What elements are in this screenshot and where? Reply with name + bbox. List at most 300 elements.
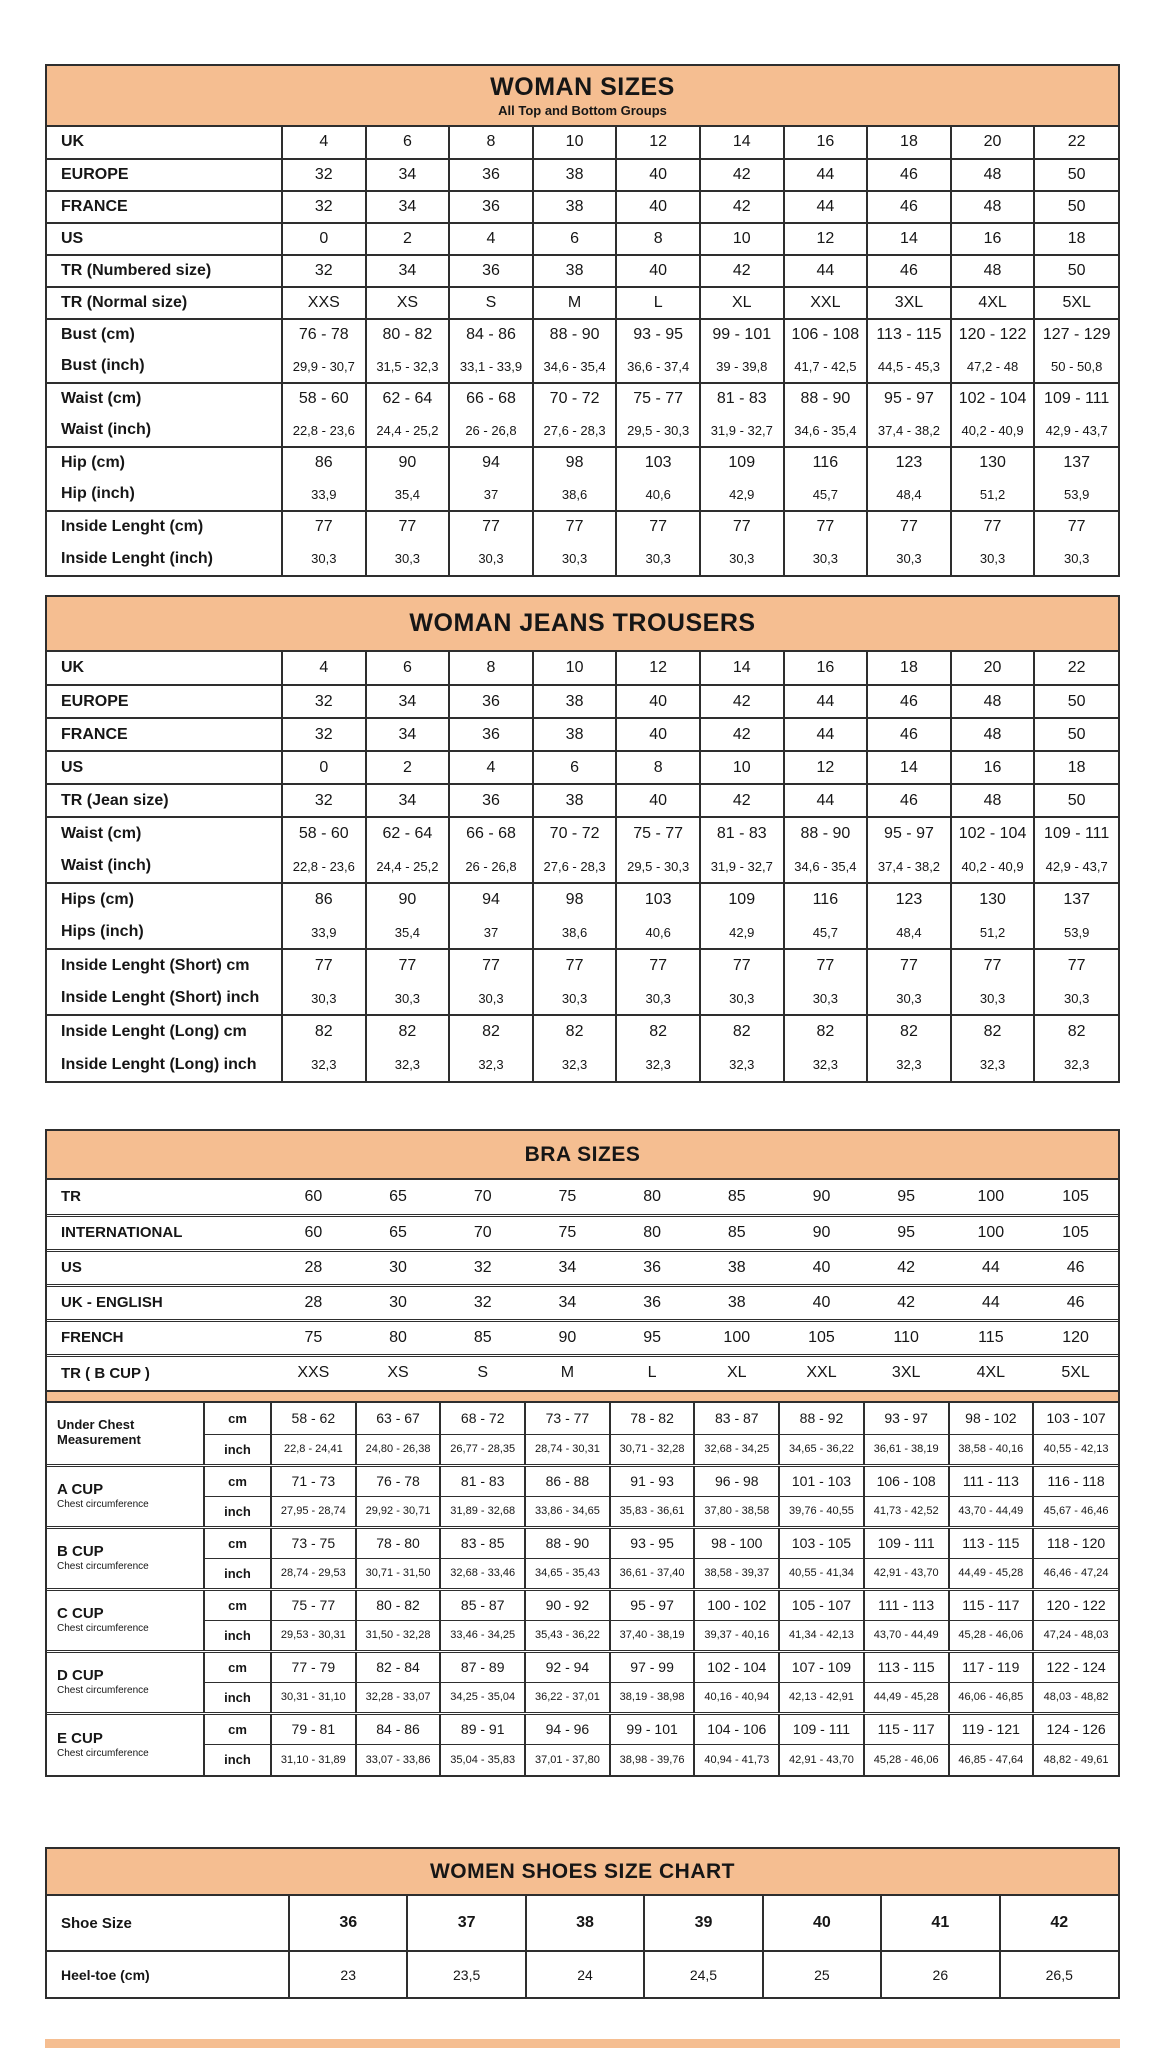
bra-conversion-value-cell: 105 <box>1033 1215 1118 1250</box>
bra-cup-value-cell: 33,86 - 34,65 <box>525 1496 610 1527</box>
bra-cup-value-cell: 26,77 - 28,35 <box>440 1434 525 1465</box>
bra-conversion-value-cell: 38 <box>694 1250 779 1285</box>
bra-conversion-value-cell: 95 <box>897 1187 916 1205</box>
woman-sizes-value-cell: 58 - 60 <box>282 383 366 415</box>
bra-cup-unit-label: cm <box>204 1589 271 1620</box>
woman-sizes-value-cell: 77 <box>1034 511 1118 543</box>
bra-cup-value-cell: 22,8 - 24,41 <box>271 1434 356 1465</box>
woman-sizes-value-cell: 123 <box>867 447 951 479</box>
bra-cup-value-cell: 41,34 - 42,13 <box>779 1620 864 1651</box>
woman-sizes-subtitle: All Top and Bottom Groups <box>498 102 667 118</box>
woman-sizes-row <box>47 255 1118 287</box>
bra-cup-value-cell: 104 - 106 <box>694 1713 779 1744</box>
bra-cup-value-cell: 124 - 126 <box>1033 1713 1118 1744</box>
bra-cup-value-cell: 109 - 111 <box>864 1527 949 1558</box>
woman-sizes-value-cell: 30,3 <box>449 543 533 575</box>
woman-sizes-value-cell: 116 <box>784 447 868 479</box>
shoes-value-cell: 24 <box>526 1951 644 1997</box>
woman-sizes-value-cell: 93 - 95 <box>616 319 700 351</box>
woman-sizes-value-cell: 44 <box>784 191 868 223</box>
jeans-value-cell: 34 <box>366 685 450 718</box>
bra-conversion-value-cell: 80 <box>610 1215 695 1250</box>
jeans-value-cell: 123 <box>867 883 951 916</box>
jeans-value-cell: 82 <box>867 1015 951 1048</box>
bra-cup-value-cell: 45,28 - 46,06 <box>864 1744 949 1775</box>
jeans-row-label: Inside Lenght (Short) cm <box>47 949 282 982</box>
jeans-value-cell: 30,3 <box>366 982 450 1015</box>
bra-cup-value-cell: 40,55 - 41,34 <box>779 1558 864 1589</box>
bra-cup-value-cell: 89 - 91 <box>440 1713 525 1744</box>
bra-cup-value-cell: 36,22 - 37,01 <box>525 1682 610 1713</box>
jeans-value-cell: 109 - 111 <box>1034 817 1118 850</box>
jeans-value-cell: 81 - 83 <box>700 817 784 850</box>
woman-sizes-row <box>47 223 1118 255</box>
bra-conversion-row <box>47 1215 1118 1250</box>
jeans-row <box>47 1015 1118 1048</box>
jeans-value-cell: 77 <box>951 949 1035 982</box>
jeans-value-cell: 50 <box>1034 685 1118 718</box>
bra-cup-inch-row <box>47 1682 1118 1713</box>
jeans-row <box>47 949 1118 982</box>
bra-cup-value-cell: 32,68 - 34,25 <box>694 1434 779 1465</box>
jeans-value-cell: 32,3 <box>951 1048 1035 1081</box>
bra-conversion-value-cell: 105 <box>779 1320 864 1355</box>
woman-sizes-value-cell: 14 <box>700 127 784 159</box>
jeans-value-cell: 77 <box>867 949 951 982</box>
bra-cup-value-cell: 44,49 - 45,28 <box>949 1558 1034 1589</box>
jeans-value-cell: 30,3 <box>533 982 617 1015</box>
woman-sizes-value-cell: L <box>616 287 700 319</box>
jeans-value-cell: 30,3 <box>784 982 868 1015</box>
jeans-value-cell: 14 <box>867 751 951 784</box>
jeans-value-cell: 42 <box>700 685 784 718</box>
bra-cup-value-cell: 43,70 - 44,49 <box>949 1496 1034 1527</box>
woman-sizes-value-cell: 42 <box>700 159 784 191</box>
woman-sizes-value-cell: 18 <box>867 127 951 159</box>
bra-conversion-value-cell: 120 <box>1033 1320 1118 1355</box>
shoes-value-cell: 23 <box>289 1951 407 1997</box>
jeans-value-cell: 10 <box>533 652 617 685</box>
woman-sizes-value-cell: 26 - 26,8 <box>449 415 533 447</box>
bra-cup-cm-row <box>47 1527 1118 1558</box>
jeans-row-label: Waist (inch) <box>61 857 152 874</box>
woman-sizes-value-cell: 30,3 <box>282 543 366 575</box>
bra-cup-value-cell: 47,24 - 48,03 <box>1033 1620 1118 1651</box>
jeans-row-label: UK <box>61 659 85 676</box>
bra-conversion-value-cell: 60 <box>271 1215 356 1250</box>
bra-cup-value-cell: 40,94 - 41,73 <box>694 1744 779 1775</box>
woman-sizes-value-cell: XL <box>700 287 784 319</box>
bra-conversion-value-cell: 90 <box>812 1187 831 1205</box>
woman-sizes-value-cell: 32 <box>282 255 366 287</box>
bra-cup-value-cell: 44,49 - 45,28 <box>864 1682 949 1713</box>
shoes-header <box>47 1849 1118 1896</box>
shoes-title: WOMEN SHOES SIZE CHART <box>429 1860 735 1884</box>
bra-cup-value-cell: 109 - 111 <box>779 1713 864 1744</box>
bra-conversion-value-cell: 32 <box>440 1250 525 1285</box>
jeans-value-cell: 42 <box>700 784 784 817</box>
jeans-row <box>47 850 1118 883</box>
woman-sizes-value-cell: 8 <box>616 223 700 255</box>
bra-conversion-value-cell: 46 <box>1033 1250 1118 1285</box>
woman-sizes-value-cell: 30,3 <box>700 543 784 575</box>
bra-cup-value-cell: 68 - 72 <box>440 1403 525 1434</box>
woman-sizes-value-cell: 76 - 78 <box>282 319 366 351</box>
bra-conversion-value-cell: 95 <box>610 1320 695 1355</box>
woman-sizes-value-cell: 0 <box>282 223 366 255</box>
jeans-value-cell: 8 <box>449 652 533 685</box>
jeans-value-cell: 34 <box>366 784 450 817</box>
woman-sizes-value-cell: 30,3 <box>616 543 700 575</box>
woman-sizes-title: WOMAN SIZES <box>490 73 675 101</box>
bra-cup-inch-row <box>47 1434 1118 1465</box>
woman-sizes-value-cell: 77 <box>366 511 450 543</box>
bra-sizes-table <box>45 1129 1120 1777</box>
woman-sizes-value-cell: 35,4 <box>366 479 450 511</box>
woman-sizes-value-cell: 75 - 77 <box>616 383 700 415</box>
jeans-title: WOMAN JEANS TROUSERS <box>409 608 756 637</box>
bra-conversion-value-cell: 46 <box>1033 1285 1118 1320</box>
woman-sizes-value-cell: 30,3 <box>951 543 1035 575</box>
bra-conversion-value-cell: 36 <box>610 1250 695 1285</box>
jeans-value-cell: 30,3 <box>951 982 1035 1015</box>
jeans-value-cell: 66 - 68 <box>449 817 533 850</box>
woman-sizes-value-cell: 40 <box>616 159 700 191</box>
jeans-value-cell: 32 <box>282 718 366 751</box>
bra-cup-value-cell: 120 - 122 <box>1033 1589 1118 1620</box>
jeans-value-cell: 45,7 <box>784 916 868 949</box>
bra-cup-value-cell: 40,16 - 40,94 <box>694 1682 779 1713</box>
shoes-grid <box>47 1896 1118 1997</box>
bra-cup-inch-row <box>47 1620 1118 1651</box>
bra-conversion-value-cell: M <box>525 1355 610 1390</box>
jeans-value-cell: 35,4 <box>366 916 450 949</box>
jeans-row-label: FRANCE <box>47 718 282 751</box>
woman-sizes-value-cell: 42 <box>700 191 784 223</box>
woman-sizes-value-cell: 37,4 - 38,2 <box>867 415 951 447</box>
bra-conversion-label: TR ( B CUP ) <box>47 1355 271 1390</box>
bra-conversion-value-cell: 80 <box>643 1187 661 1205</box>
woman-sizes-value-cell: 36 <box>449 159 533 191</box>
jeans-value-cell: 26 - 26,8 <box>449 850 533 883</box>
jeans-value-cell: 37 <box>449 916 533 949</box>
bra-cup-value-cell: 84 - 86 <box>356 1713 441 1744</box>
bra-cup-value-cell: 75 - 77 <box>271 1589 356 1620</box>
jeans-value-cell: 50 <box>1034 718 1118 751</box>
woman-sizes-value-cell: 51,2 <box>951 479 1035 511</box>
woman-sizes-value-cell: 70 - 72 <box>533 383 617 415</box>
bra-cup-value-cell: 103 - 107 <box>1033 1403 1118 1434</box>
woman-sizes-value-cell: 30,3 <box>784 543 868 575</box>
jeans-value-cell: 86 <box>282 883 366 916</box>
jeans-value-cell: 82 <box>700 1015 784 1048</box>
jeans-grid <box>47 652 1118 1081</box>
jeans-value-cell: 14 <box>700 652 784 685</box>
woman-sizes-value-cell: 106 - 108 <box>784 319 868 351</box>
woman-sizes-value-cell: 88 - 90 <box>784 383 868 415</box>
bra-cup-name: C CUP <box>57 1605 104 1623</box>
bra-cup-value-cell: 31,10 - 31,89 <box>271 1744 356 1775</box>
jeans-row <box>47 751 1118 784</box>
bra-cup-value-cell: 115 - 117 <box>864 1713 949 1744</box>
woman-sizes-value-cell: S <box>449 287 533 319</box>
bra-header <box>47 1131 1118 1180</box>
bra-conversion-value-cell: 44 <box>949 1250 1034 1285</box>
bra-conversion-value-cell: 30 <box>356 1250 441 1285</box>
bra-conversion-label: INTERNATIONAL <box>47 1215 271 1250</box>
jeans-value-cell: 98 <box>533 883 617 916</box>
shoes-value-cell: 26 <box>881 1951 999 1997</box>
jeans-value-cell: 37,4 - 38,2 <box>867 850 951 883</box>
bra-cup-label <box>47 1713 204 1775</box>
woman-sizes-row <box>47 319 1118 351</box>
woman-sizes-value-cell: 113 - 115 <box>867 319 951 351</box>
bra-cup-value-cell: 100 - 102 <box>694 1589 779 1620</box>
bra-cup-unit-label: cm <box>204 1403 271 1434</box>
woman-sizes-value-cell: 137 <box>1034 447 1118 479</box>
bra-cup-value-cell: 38,98 - 39,76 <box>610 1744 695 1775</box>
bra-cup-value-cell: 30,31 - 31,10 <box>271 1682 356 1713</box>
jeans-row <box>47 982 1118 1015</box>
jeans-value-cell: 82 <box>1034 1015 1118 1048</box>
woman-sizes-value-cell: XXL <box>784 287 868 319</box>
woman-sizes-row-label: FRANCE <box>47 191 282 223</box>
bra-separator-band <box>47 1390 1118 1403</box>
jeans-value-cell: 30,3 <box>449 982 533 1015</box>
jeans-value-cell: 30,3 <box>1034 982 1118 1015</box>
woman-sizes-value-cell: 46 <box>867 191 951 223</box>
jeans-row-label: Waist (cm) <box>47 817 282 850</box>
shoes-value-cell: 42 <box>1000 1896 1118 1951</box>
woman-sizes-value-cell: 30,3 <box>533 543 617 575</box>
jeans-value-cell: 77 <box>366 949 450 982</box>
bra-conversion-value-cell: 85 <box>440 1320 525 1355</box>
jeans-row-label: Inside Lenght (Long) inch <box>61 1055 257 1073</box>
bra-cup-value-cell: 31,50 - 32,28 <box>356 1620 441 1651</box>
woman-sizes-row <box>47 287 1118 319</box>
woman-sizes-value-cell: 77 <box>951 511 1035 543</box>
woman-sizes-value-cell: 24,4 - 25,2 <box>366 415 450 447</box>
bra-cup-value-cell: 101 - 103 <box>779 1465 864 1496</box>
jeans-value-cell: 38 <box>533 685 617 718</box>
jeans-value-cell: 109 <box>700 883 784 916</box>
jeans-value-cell: 32 <box>282 685 366 718</box>
bra-conversion-value-cell: 28 <box>271 1250 356 1285</box>
jeans-value-cell: 77 <box>700 949 784 982</box>
bra-cup-value-cell: 118 - 120 <box>1033 1527 1118 1558</box>
woman-sizes-value-cell: 50 - 50,8 <box>1034 351 1118 383</box>
jeans-value-cell: 82 <box>784 1015 868 1048</box>
bra-conversion-value-cell: 75 <box>558 1187 577 1205</box>
bra-conversion-value-cell: 115 <box>949 1320 1034 1355</box>
bra-conversion-value-cell: 65 <box>389 1187 407 1205</box>
woman-sizes-value-cell: 10 <box>700 223 784 255</box>
bra-conversion-value-cell: 90 <box>525 1320 610 1355</box>
jeans-value-cell: 32,3 <box>533 1048 617 1081</box>
jeans-value-cell: 30,3 <box>282 982 366 1015</box>
bra-conversion-value-cell: 100 <box>694 1320 779 1355</box>
jeans-row <box>47 1048 1118 1081</box>
jeans-row <box>47 685 1118 718</box>
woman-sizes-value-cell: 120 - 122 <box>951 319 1035 351</box>
woman-sizes-value-cell: 40 <box>616 191 700 223</box>
jeans-value-cell: 88 - 90 <box>784 817 868 850</box>
bra-cup-value-cell: 73 - 77 <box>525 1403 610 1434</box>
woman-sizes-value-cell: 36 <box>449 191 533 223</box>
bra-cup-subtitle: Chest circumference <box>57 1623 149 1635</box>
woman-sizes-row-label: Waist (inch) <box>61 421 152 438</box>
jeans-value-cell: 27,6 - 28,3 <box>533 850 617 883</box>
bra-cup-value-cell: 58 - 62 <box>271 1403 356 1434</box>
woman-sizes-value-cell: 10 <box>533 127 617 159</box>
jeans-value-cell: 40,2 - 40,9 <box>951 850 1035 883</box>
woman-sizes-value-cell: 47,2 - 48 <box>951 351 1035 383</box>
jeans-row <box>47 916 1118 949</box>
jeans-value-cell: 90 <box>366 883 450 916</box>
bra-cup-value-cell: 33,07 - 33,86 <box>356 1744 441 1775</box>
bra-conversion-value-cell: 70 <box>440 1215 525 1250</box>
woman-sizes-value-cell: 22 <box>1034 127 1118 159</box>
bra-cup-value-cell: 46,06 - 46,85 <box>949 1682 1034 1713</box>
bra-cup-value-cell: 39,37 - 40,16 <box>694 1620 779 1651</box>
woman-sizes-value-cell: XS <box>366 287 450 319</box>
woman-sizes-value-cell: 27,6 - 28,3 <box>533 415 617 447</box>
woman-sizes-value-cell: 44,5 - 45,3 <box>867 351 951 383</box>
woman-sizes-value-cell: 127 - 129 <box>1034 319 1118 351</box>
woman-sizes-value-cell: 8 <box>449 127 533 159</box>
jeans-value-cell: 34 <box>366 718 450 751</box>
jeans-value-cell: 20 <box>951 652 1035 685</box>
woman-sizes-value-cell: 95 - 97 <box>867 383 951 415</box>
bra-conversion-value-cell: 44 <box>949 1285 1034 1320</box>
jeans-value-cell: 16 <box>951 751 1035 784</box>
bra-cup-unit-label: cm <box>204 1651 271 1682</box>
woman-sizes-value-cell: 77 <box>700 511 784 543</box>
bra-cup-value-cell: 76 - 78 <box>356 1465 441 1496</box>
woman-sizes-row-label: Hip (inch) <box>61 485 135 502</box>
jeans-value-cell: 77 <box>449 949 533 982</box>
woman-sizes-value-cell: 40 <box>616 255 700 287</box>
woman-sizes-value-cell: 32 <box>282 159 366 191</box>
woman-sizes-row <box>47 159 1118 191</box>
woman-sizes-value-cell: 30,3 <box>1034 543 1118 575</box>
woman-sizes-value-cell: 4XL <box>951 287 1035 319</box>
woman-sizes-row <box>47 127 1118 159</box>
woman-sizes-row <box>47 383 1118 415</box>
woman-sizes-value-cell: 38 <box>533 159 617 191</box>
bra-cup-value-cell: 38,58 - 39,37 <box>694 1558 779 1589</box>
bra-cup-label <box>47 1651 204 1713</box>
bra-conversion-value-cell: 36 <box>610 1285 695 1320</box>
woman-sizes-value-cell: 77 <box>449 511 533 543</box>
shoes-row-label: Shoe Size <box>61 1914 132 1932</box>
shoes-size-table <box>45 1847 1120 1999</box>
jeans-value-cell: 4 <box>449 751 533 784</box>
bra-conversion-value-cell: XXL <box>779 1355 864 1390</box>
woman-sizes-row-label: EUROPE <box>47 159 282 191</box>
bra-conversion-value-cell: 100 <box>949 1215 1034 1250</box>
bra-conversion-value-cell: 4XL <box>949 1355 1034 1390</box>
bra-cup-subtitle: Chest circumference <box>57 1748 149 1760</box>
bra-cup-value-cell: 42,13 - 42,91 <box>779 1682 864 1713</box>
woman-sizes-row <box>47 351 1118 383</box>
bra-cup-value-cell: 32,68 - 33,46 <box>440 1558 525 1589</box>
bra-cup-inch-row <box>47 1496 1118 1527</box>
woman-sizes-value-cell: 44 <box>784 255 868 287</box>
jeans-value-cell: 48 <box>951 718 1035 751</box>
bra-cup-unit-label: cm <box>204 1465 271 1496</box>
jeans-value-cell: 32,3 <box>700 1048 784 1081</box>
woman-sizes-row-label: Bust (cm) <box>47 319 282 351</box>
woman-sizes-value-cell: 40,6 <box>616 479 700 511</box>
jeans-value-cell: 32,3 <box>366 1048 450 1081</box>
shoes-value-cell: 36 <box>289 1896 407 1951</box>
woman-sizes-value-cell: 36,6 - 37,4 <box>616 351 700 383</box>
woman-sizes-value-cell: 38,6 <box>533 479 617 511</box>
bra-conversion-value-cell: 90 <box>779 1215 864 1250</box>
shoes-row-label: Heel-toe (cm) <box>47 1951 289 1997</box>
woman-sizes-value-cell: 12 <box>784 223 868 255</box>
woman-sizes-row-label: UK <box>61 133 85 150</box>
bra-conversion-value-cell: 38 <box>694 1285 779 1320</box>
bra-conversion-value-cell: 34 <box>525 1250 610 1285</box>
woman-sizes-value-cell: 109 <box>700 447 784 479</box>
woman-sizes-value-cell: 62 - 64 <box>366 383 450 415</box>
bra-conversion-value-cell: S <box>440 1355 525 1390</box>
jeans-row <box>47 718 1118 751</box>
jeans-value-cell: 32,3 <box>867 1048 951 1081</box>
woman-sizes-row-label: Inside Lenght (cm) <box>47 511 282 543</box>
bra-cup-cm-row <box>47 1713 1118 1744</box>
bra-conversion-value-cell: 28 <box>271 1285 356 1320</box>
bra-title: BRA SIZES <box>524 1143 641 1166</box>
jeans-value-cell: 42,9 <box>700 916 784 949</box>
bra-cup-value-cell: 111 - 113 <box>864 1589 949 1620</box>
woman-sizes-value-cell: 16 <box>784 127 868 159</box>
woman-sizes-value-cell: 46 <box>867 255 951 287</box>
woman-sizes-value-cell: XXS <box>282 287 366 319</box>
woman-sizes-value-cell: 40,2 - 40,9 <box>951 415 1035 447</box>
woman-sizes-value-cell: 6 <box>366 127 450 159</box>
woman-sizes-value-cell: 29,5 - 30,3 <box>616 415 700 447</box>
woman-sizes-value-cell: 16 <box>951 223 1035 255</box>
bra-conversion-value-cell: 3XL <box>864 1355 949 1390</box>
bra-conversion-value-cell: 42 <box>864 1250 949 1285</box>
jeans-value-cell: 77 <box>533 949 617 982</box>
jeans-value-cell: 4 <box>282 652 366 685</box>
bra-cup-value-cell: 102 - 104 <box>694 1651 779 1682</box>
jeans-value-cell: 30,3 <box>700 982 784 1015</box>
bra-cup-inch-row <box>47 1558 1118 1589</box>
jeans-value-cell: 46 <box>867 784 951 817</box>
bra-cup-cm-row <box>47 1651 1118 1682</box>
woman-sizes-value-cell: 37 <box>449 479 533 511</box>
bra-conversion-value-cell: 85 <box>694 1215 779 1250</box>
jeans-value-cell: 77 <box>1034 949 1118 982</box>
jeans-value-cell: 51,2 <box>951 916 1035 949</box>
jeans-value-cell: 38,6 <box>533 916 617 949</box>
bra-conversion-label: TR <box>61 1188 81 1206</box>
bra-cup-value-cell: 83 - 85 <box>440 1527 525 1558</box>
bra-cup-value-cell: 28,74 - 29,53 <box>271 1558 356 1589</box>
bra-conversion-row <box>47 1320 1118 1355</box>
woman-sizes-value-cell: 30,3 <box>366 543 450 575</box>
woman-sizes-value-cell: 90 <box>366 447 450 479</box>
jeans-value-cell: 130 <box>951 883 1035 916</box>
jeans-value-cell: 82 <box>533 1015 617 1048</box>
bra-cup-value-cell: 34,65 - 35,43 <box>525 1558 610 1589</box>
bra-cup-value-cell: 45,28 - 46,06 <box>949 1620 1034 1651</box>
